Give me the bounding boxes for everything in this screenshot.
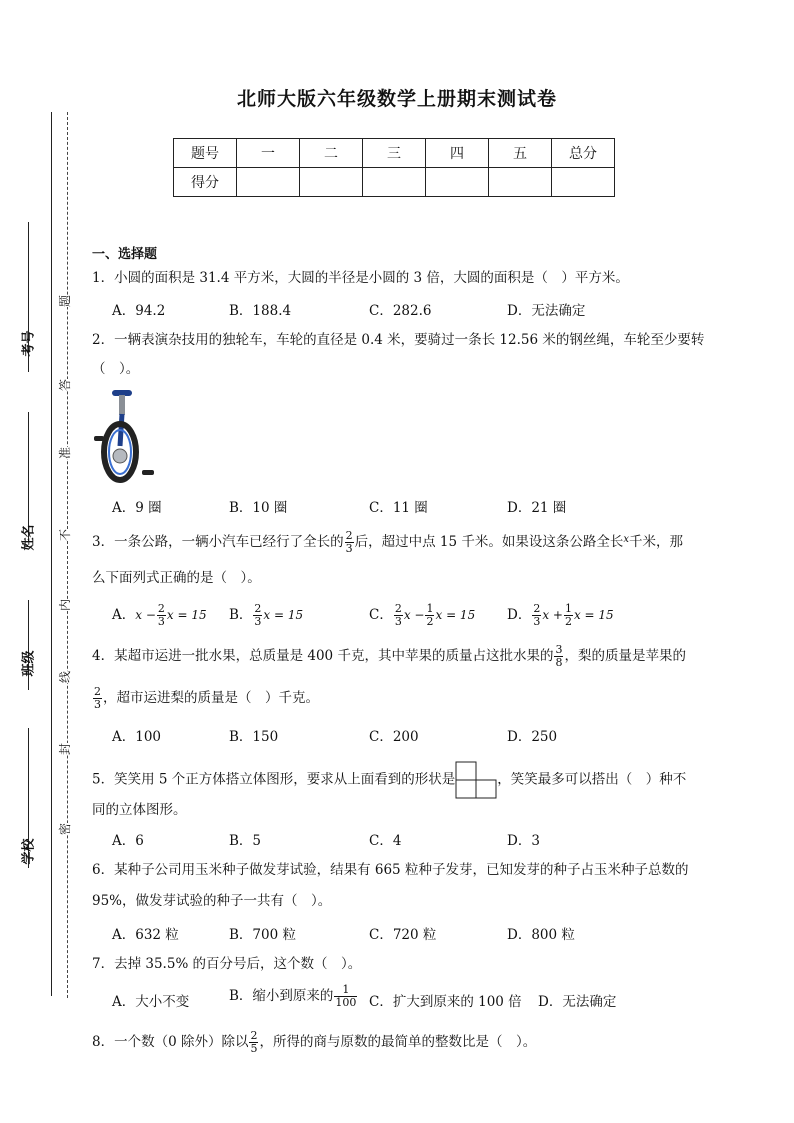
fraction — [93, 686, 102, 711]
question-1-option-b: B．188.4 — [229, 303, 292, 319]
fraction — [394, 603, 403, 628]
question-1-option-d: D．无法确定 — [507, 303, 586, 319]
side-label-banji: 班级 — [21, 650, 37, 677]
fraction — [564, 603, 573, 628]
fraction-numerator: 1 — [426, 602, 434, 615]
question-8-text-a: 8．一个数（0 除外）除以 — [92, 1034, 249, 1050]
question-3-option-d — [507, 603, 614, 628]
question-4-option-a: A．100 — [112, 729, 162, 745]
score-cell: 一 — [237, 139, 300, 168]
fraction-numerator: 2 — [394, 602, 402, 615]
score-cell: 三 — [363, 139, 426, 168]
question-7-text: 7．去掉 35.5% 的百分号后，这个数（ ）。 — [92, 956, 362, 972]
question-6-line-1: 6．某种子公司用玉米种子做发芽试验，结果有 665 粒种子发芽，已知发芽的种子占玉米种子总数的 — [92, 862, 689, 878]
question-4-line-2 — [92, 686, 319, 711]
score-input-cell[interactable] — [426, 168, 489, 197]
question-1-option-a: A．94.2 — [112, 303, 166, 319]
question-3-line-1 — [92, 530, 683, 555]
variable-x: x — [623, 534, 629, 545]
question-7-option-a: A．大小不变 — [112, 994, 190, 1010]
fraction-numerator: 2 — [94, 685, 101, 698]
seal-char: 题 — [58, 294, 73, 308]
option-label: B．缩小到原来的 — [229, 988, 334, 1004]
question-4-text-b: ，梨的质量是苹果的 — [564, 648, 686, 664]
option-label: C． — [369, 607, 393, 623]
fraction-denominator: 3 — [157, 615, 165, 628]
fraction-numerator: 2 — [250, 1029, 258, 1042]
fraction — [249, 1030, 258, 1055]
fraction — [345, 530, 354, 555]
question-2-line-2: （ ）。 — [92, 361, 140, 377]
side-label-xingming: 姓名 — [21, 524, 37, 551]
question-8-text-b: ，所得的商与原数的最简单的整数比是（ ）。 — [259, 1034, 537, 1050]
fraction — [532, 603, 541, 628]
fraction-numerator: 3 — [555, 643, 563, 656]
equation-part: x − — [135, 608, 156, 622]
binding-dashed-line — [67, 112, 68, 998]
unicycle-image — [92, 386, 162, 486]
question-1-option-c: C．282.6 — [369, 303, 432, 319]
question-6-option-b: B．700 粒 — [229, 927, 296, 943]
fraction-denominator: 3 — [94, 698, 101, 711]
sideline-xingming — [28, 412, 29, 542]
question-3-option-b — [229, 603, 303, 628]
equation-part: x + — [542, 608, 563, 622]
side-label-kaohao: 考号 — [21, 330, 37, 357]
fraction-denominator: 2 — [564, 615, 572, 628]
fraction-denominator: 3 — [345, 542, 353, 555]
score-input-cell[interactable] — [363, 168, 426, 197]
fraction-numerator: 2 — [157, 602, 165, 615]
question-7-option-c: C．扩大到原来的 100 倍 — [369, 994, 522, 1010]
question-3-text-b: 后，超过中点 15 千米。如果设这条公路全长 — [354, 534, 624, 550]
seal-char: 准 — [58, 446, 73, 460]
score-cell: 得分 — [174, 168, 237, 197]
score-table-score-row — [174, 168, 615, 197]
question-5-option-c: C．4 — [369, 833, 402, 849]
fraction-denominator: 100 — [335, 996, 357, 1009]
question-2-option-a: A．9 圈 — [112, 500, 162, 516]
equation-part: x = 15 — [573, 608, 614, 622]
score-cell: 四 — [426, 139, 489, 168]
page-title: 北师大版六年级数学上册期末测试卷 — [236, 88, 557, 110]
question-7-option-d: D．无法确定 — [538, 994, 617, 1010]
equation-part: x − — [403, 608, 425, 622]
question-6-option-a: A．632 粒 — [112, 927, 179, 943]
question-5-line-2: 同的立体图形。 — [92, 802, 187, 818]
fraction — [554, 644, 563, 669]
question-3-option-a — [112, 603, 207, 628]
fraction — [253, 603, 262, 628]
question-5-line-1 — [92, 761, 686, 799]
seal-char: 封 — [58, 742, 73, 756]
question-3-line-2: 么下面列式正确的是（ ）。 — [92, 570, 261, 586]
fraction-numerator: 1 — [334, 984, 357, 997]
seal-char: 答 — [58, 378, 73, 392]
question-6-option-c: C．720 粒 — [369, 927, 437, 943]
score-input-cell[interactable] — [489, 168, 552, 197]
fraction-numerator: 2 — [533, 602, 541, 615]
question-5-text-a: 5．笑笑用 5 个正方体搭立体图形，要求从上面看到的形状是 — [92, 771, 456, 788]
question-3-text-a: 3．一条公路，一辆小汽车已经行了全长的 — [92, 534, 344, 550]
equation-part: x = 15 — [166, 608, 207, 622]
question-3-option-c — [369, 603, 475, 628]
question-4-option-d: D．250 — [507, 729, 558, 745]
fraction-denominator: 2 — [426, 615, 434, 628]
option-label: D． — [507, 607, 532, 623]
fraction-denominator: 3 — [394, 615, 402, 628]
seal-char: 不 — [58, 528, 73, 542]
fraction-denominator: 3 — [533, 615, 541, 628]
score-cell: 总分 — [552, 139, 615, 168]
question-4-text-a: 4．某超市运进一批水果，总质量是 400 千克，其中苹果的质量占这批水果的 — [92, 648, 554, 664]
question-6-line-2: 95%，做发芽试验的种子一共有（ ）。 — [92, 893, 332, 909]
question-4-option-b: B．150 — [229, 729, 279, 745]
fraction-denominator: 3 — [254, 615, 262, 628]
question-2-option-d: D．21 圈 — [507, 500, 567, 516]
question-3-text-c: 千米，那 — [629, 534, 683, 550]
seal-char: 线 — [58, 670, 73, 684]
score-cell: 题号 — [174, 139, 237, 168]
question-5-option-d: D．3 — [507, 833, 540, 849]
fraction — [334, 984, 357, 1009]
question-4-line-1 — [92, 644, 686, 669]
option-label: B． — [229, 607, 253, 623]
side-label-xuexiao: 学校 — [21, 838, 37, 865]
equation-part: x = 15 — [435, 608, 476, 622]
question-4-option-c: C．200 — [369, 729, 419, 745]
question-5-option-a: A．6 — [112, 833, 144, 849]
fraction-numerator: 1 — [564, 602, 572, 615]
score-cell: 二 — [300, 139, 363, 168]
score-input-cell[interactable] — [552, 168, 615, 197]
seal-char: 内 — [58, 598, 73, 612]
question-1-text: 1．小圆的面积是 31.4 平方米，大圆的半径是小圆的 3 倍，大圆的面积是（ ）平方米。 — [92, 270, 629, 286]
question-2-option-c: C．11 圈 — [369, 500, 428, 516]
seal-char: 密 — [58, 822, 73, 836]
binding-solid-line — [51, 112, 52, 996]
score-input-cell[interactable] — [300, 168, 363, 197]
score-table-header-row — [174, 139, 615, 168]
option-label: A． — [112, 607, 136, 623]
fraction-numerator: 2 — [254, 602, 262, 615]
fraction — [425, 603, 434, 628]
fraction-denominator: 5 — [250, 1042, 258, 1055]
question-8-line-1 — [92, 1030, 536, 1055]
fraction-denominator: 8 — [555, 656, 563, 669]
equation-part: x = 15 — [263, 608, 304, 622]
question-6-option-d: D．800 粒 — [507, 927, 575, 943]
question-5-option-b: B．5 — [229, 833, 262, 849]
score-cell: 五 — [489, 139, 552, 168]
question-7-option-b — [229, 984, 358, 1009]
score-table — [173, 138, 615, 197]
question-5-text-b: ，笑笑最多可以搭出（ ）种不 — [497, 771, 687, 788]
fraction — [157, 603, 166, 628]
score-input-cell[interactable] — [237, 168, 300, 197]
question-4-text-c: ，超市运进梨的质量是（ ）千克。 — [103, 690, 319, 706]
question-2-option-b: B．10 圈 — [229, 500, 288, 516]
fraction-numerator: 2 — [345, 529, 353, 542]
question-2-line-1: 2．一辆表演杂技用的独轮车，车轮的直径是 0.4 米，要骑过一条长 12.56 米的钢丝绳，车轮至少要转 — [92, 332, 705, 348]
top-view-shape — [455, 761, 497, 799]
section-heading: 一、选择题 — [92, 247, 158, 262]
